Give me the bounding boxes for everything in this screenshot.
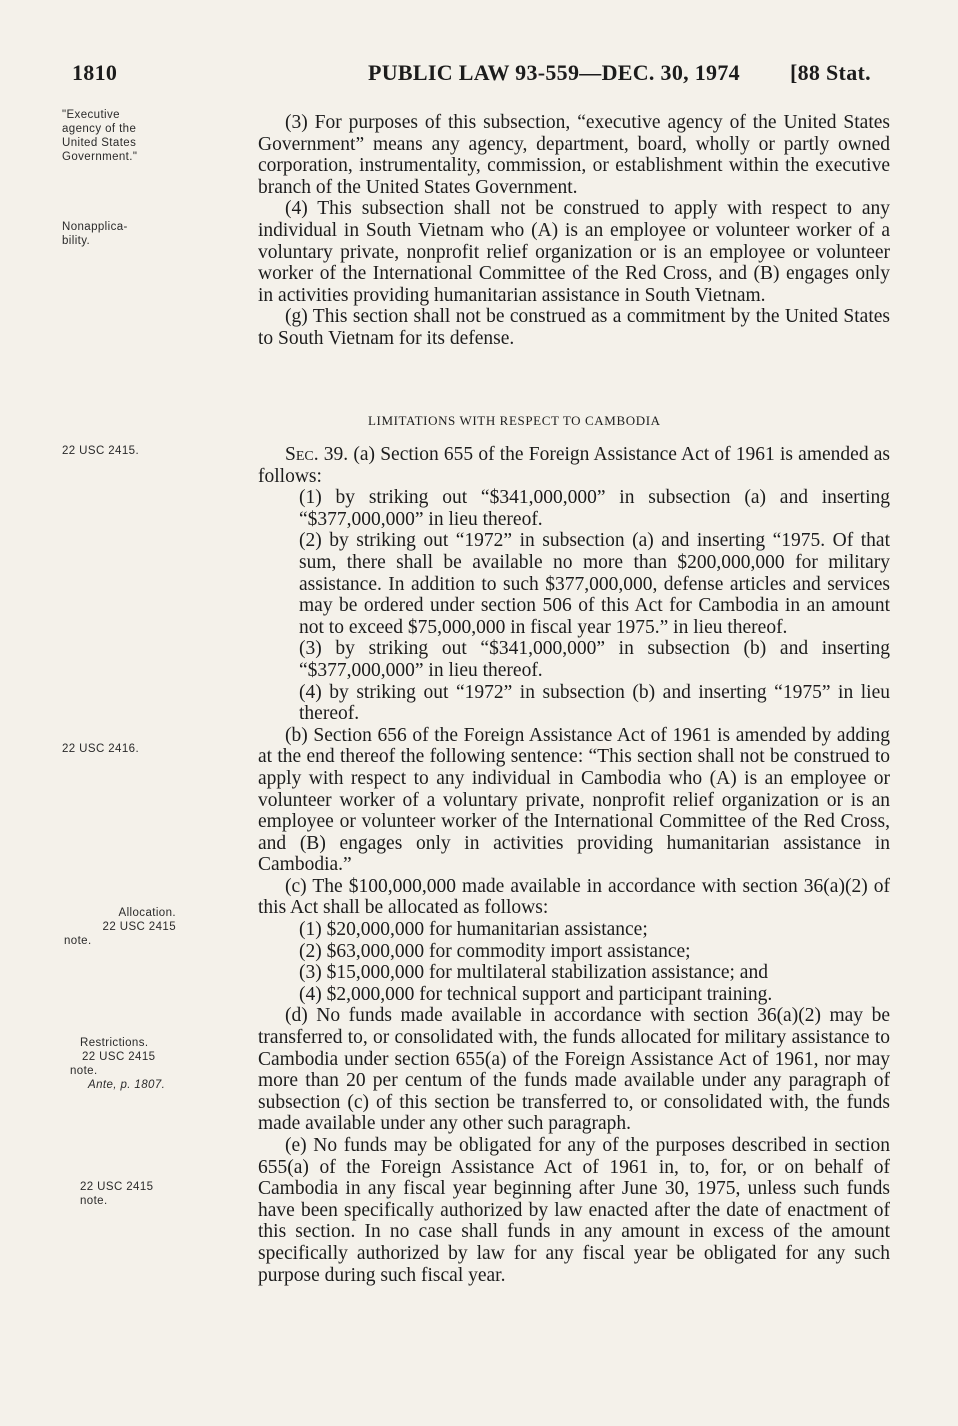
paragraph-g: (g) This section shall not be construed as a commitment by the United States to South Vietnam for its defense. xyxy=(258,306,890,349)
allocation-item-3: (3) $15,000,000 for multilateral stabilization assistance; and xyxy=(299,962,768,984)
allocation-item-2: (2) $63,000,000 for commodity import assistance; xyxy=(299,940,691,962)
subsection-b: (b) Section 656 of the Foreign Assistance Act of 1961 is amended by adding at the end thereof the following sentence: “This section shall not be construed to apply with respect to any individual in Cambodia who (A) is an employee or volunteer worker of a voluntary private, nonprofit relief organization or is an employee or volunteer worker of the International Committee of the Red Cross, and (B) engages only in activities providing humanitarian assistance in Cambodia.” xyxy=(258,724,890,876)
margin-line: 22 USC 2415 xyxy=(80,1181,154,1193)
margin-note-usc-2415-note xyxy=(80,1180,220,1208)
paragraph-4: (4) This subsection shall not be construed to apply with respect to any individual in South Vietnam who (A) is an employee or volunteer worker of a voluntary private, nonprofit relief organization or is an employee or volunteer worker of the International Committee of the Red Cross, and (B) engages only in activities providing humanitarian assistance in South Vietnam. xyxy=(258,198,890,306)
margin-line: "Executive xyxy=(62,109,120,121)
subsection-d: (d) No funds made available in accordance with section 36(a)(2) may be transferred to, or consolidated with, the funds allocated for military assistance to Cambodia under section 655(a) of the Foreign Assistance Act of 1961, nor may more than 20 per centum of the funds made available under any paragraph of subsection (c) of this section be transferred to, or consolidated with, the funds made available under any other such paragraph. xyxy=(258,1005,890,1135)
margin-note-executive-agency xyxy=(62,108,202,164)
margin-line: bility. xyxy=(62,235,91,247)
margin-line: Allocation. xyxy=(118,907,176,919)
margin-line: Ante, p. 1807. xyxy=(88,1079,166,1091)
margin-note-usc-2415 xyxy=(62,444,202,458)
statutes-reference: [88 Stat. xyxy=(790,60,871,85)
section-heading: LIMITATIONS WITH RESPECT TO CAMBODIA xyxy=(368,413,661,428)
subsection-c: (c) The $100,000,000 made available in accordance with section 36(a)(2) of this Act shall be allocated as follows: xyxy=(258,875,890,919)
section-39-a xyxy=(258,444,890,487)
margin-line: Government." xyxy=(62,151,138,163)
clause-a-4: (4) by striking out “1972” in subsection (b) and inserting “1975” in lieu thereof. xyxy=(299,681,890,725)
margin-line: 22 USC 2415. xyxy=(62,445,140,457)
margin-line: Restrictions. xyxy=(80,1037,149,1049)
body-text-top xyxy=(258,112,890,350)
margin-note-nonapplicability xyxy=(62,220,202,248)
margin-line: 22 USC 2415 xyxy=(82,1051,156,1063)
margin-line: note. xyxy=(64,935,92,947)
margin-line: note. xyxy=(80,1195,108,1207)
margin-note-restrictions xyxy=(70,1036,210,1092)
margin-line: 22 USC 2415 xyxy=(102,921,176,933)
page-number: 1810 xyxy=(72,60,118,85)
margin-note-allocation xyxy=(64,906,176,948)
running-title: PUBLIC LAW 93-559—DEC. 30, 1974 xyxy=(368,60,740,85)
margin-line: 22 USC 2416. xyxy=(62,743,140,755)
body-text-section-39 xyxy=(258,444,890,1286)
section-39-a-text: 39. (a) Section 655 of the Foreign Assistance Act of 1961 is amended as follows: xyxy=(258,444,890,487)
allocation-item-4: (4) $2,000,000 for technical support and participant training. xyxy=(299,983,773,1005)
margin-line: note. xyxy=(70,1065,98,1077)
margin-line: Nonapplica- xyxy=(62,221,128,233)
margin-note-usc-2416 xyxy=(62,742,202,756)
section-label: Sec. xyxy=(285,444,319,465)
clause-a-3: (3) by striking out “$341,000,000” in subsection (b) and inserting “$377,000,000” in lieu thereof. xyxy=(299,638,890,681)
clause-a-1: (1) by striking out “$341,000,000” in subsection (a) and inserting “$377,000,000” in lieu thereof. xyxy=(299,487,890,530)
margin-line: United States xyxy=(62,137,137,149)
paragraph-3: (3) For purposes of this subsection, “executive agency of the United States Government” means any agency, department, board, wholly or partly owned corporation, instrumentality, commission, or establishment within the executive branch of the United States Government. xyxy=(258,112,890,198)
subsection-e: (e) No funds may be obligated for any of the purposes described in section 655(a) of the Foreign Assistance Act of 1961 in, to, for, or on behalf of Cambodia in any fiscal year beginning after June 30, 1975, unless such funds have been specifically authorized by law enacted after the date of enactment of this section. In no case shall funds in any amount in excess of the amount specifically authorized by law for any fiscal year be obligated for any such purpose during such fiscal year. xyxy=(258,1135,890,1286)
allocation-item-1: (1) $20,000,000 for humanitarian assistance; xyxy=(299,919,648,941)
clause-a-2: (2) by striking out “1972” in subsection (a) and inserting “1975. Of that sum, there shall be available no more than $200,000,000 for military assistance. In addition to such $377,000,000, defense articles and services may be ordered under section 506 of this Act for Cambodia in an amount not to exceed $75,000,000 in fiscal year 1975.” in lieu thereof. xyxy=(299,530,890,638)
margin-line: agency of the xyxy=(62,123,137,135)
